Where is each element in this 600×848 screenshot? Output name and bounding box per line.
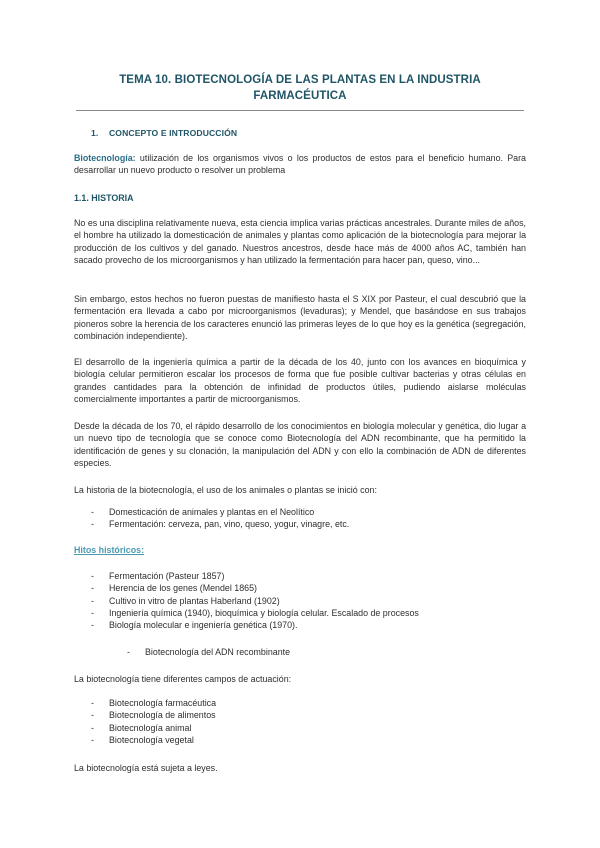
section-label: CONCEPTO E INTRODUCCIÓN <box>109 128 238 138</box>
list-item: - Biotecnología de alimentos <box>91 709 216 721</box>
historia-paragraph-3: El desarrollo de la ingeniería química a partir de la década de los 40, junto con los avances en bioquímica y biología celular permitieron escalar los procesos de forma que fue posible cultivar bacterias y otras células en grandes cantidades para la obtención de infinidad de productos útiles, pudiendo aislarse moléculas comercialmente importantes a partir de microorganismos. <box>74 357 526 404</box>
definition-paragraph <box>74 152 526 177</box>
hitos-sublist <box>127 646 290 658</box>
definition-text: utilización de los organismos vivos o los productos de estos para el beneficio humano. Para desarrollar un nuevo producto o resolver un problema <box>74 153 526 176</box>
historia-paragraph-1: No es una disciplina relativamente nueva, esta ciencia implica varias prácticas ancestrales. Durante miles de años, el hombre ha utilizado la domesticación de animales y plantas como aplicación de la biotecnología para mejorar la producción de los cultivos y del ganado. Nuestros ancestros, desde hace más de 4000 años AC, también han sacado provecho de los microorganismos y han utilizado la fermentación para hacer pan, queso, vino... <box>74 218 526 265</box>
hitos-heading: Hitos históricos: <box>74 545 145 555</box>
title-line-2: FARMACÉUTICA <box>253 90 347 102</box>
historia-paragraph-4: Desde la década de los 70, el rápido desarrollo de los conocimientos en biología molecular y genética, dio lugar a un nuevo tipo de tecnología que se conoce como Biotecnología del ADN recombinante, que ha permitido la identificación de genes y su clonación, la manipulación del ADN y con ello la combinación de ADN de diferentes especies. <box>74 421 526 468</box>
closing-paragraph: La biotecnología está sujeta a leyes. <box>74 763 218 773</box>
document-title <box>72 72 528 104</box>
subsection-heading-historia: 1.1. HISTORIA <box>74 193 134 203</box>
list-item: - Biotecnología animal <box>91 722 216 734</box>
section-heading-concepto <box>91 128 237 138</box>
list-item: - Biotecnología farmacéutica <box>91 697 216 709</box>
title-line-1: TEMA 10. BIOTECNOLOGÍA DE LAS PLANTAS EN LA INDUSTRIA <box>119 74 481 86</box>
list-item: - Cultivo in vitro de plantas Haberland (1902) <box>91 595 419 607</box>
origins-list <box>91 506 349 531</box>
list-item: - Herencia de los genes (Mendel 1865) <box>91 582 419 594</box>
historia-paragraph-2: Sin embargo, estos hechos no fueron puestas de manifiesto hasta el S XIX por Pasteur, el cual descubrió que la fermentación era llevada a cabo por microorganismos (levaduras); y Mendel, que basándose en sus trabajos pioneros sobre la herencia de los caracteres enunció las primeras leyes de lo que hoy es la genética (segregación, combinación independiente). <box>74 294 526 341</box>
hitos-list <box>91 570 419 631</box>
list-item: - Ingeniería química (1940), bioquímica y biología celular. Escalado de procesos <box>91 607 419 619</box>
list-item: - Biología molecular e ingeniería genética (1970). <box>91 619 419 631</box>
list-item: - Fermentación (Pasteur 1857) <box>91 570 419 582</box>
definition-term: Biotecnología: <box>74 153 136 163</box>
list-item: - Fermentación: cerveza, pan, vino, queso, yogur, vinagre, etc. <box>91 518 349 530</box>
title-divider <box>76 110 524 111</box>
list-item: - Biotecnología vegetal <box>91 734 216 746</box>
list-item: - Biotecnología del ADN recombinante <box>127 646 290 658</box>
campos-list <box>91 697 216 746</box>
campos-intro: La biotecnología tiene diferentes campos de actuación: <box>74 674 292 684</box>
list-item: - Domesticación de animales y plantas en el Neolítico <box>91 506 349 518</box>
section-number: 1. <box>91 128 99 138</box>
historia-paragraph-5: La historia de la biotecnología, el uso de los animales o plantas se inició con: <box>74 485 377 495</box>
